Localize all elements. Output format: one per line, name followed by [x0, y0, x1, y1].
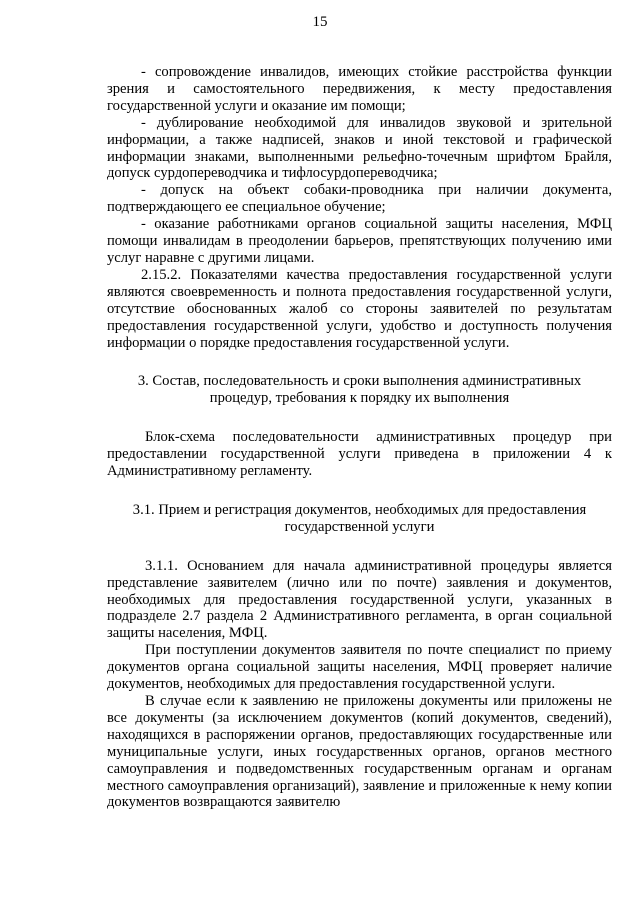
paragraph-quality-indicators: 2.15.2. Показателями качества предоставления государственной услуги являются своевременность и полнота предоставления государственной услуги, отсутствие обоснованных жалоб со стороны заявителей по результатам предоставления государственной услуги, удобство и доступность получения информации о порядке предоставления государственной услуги. — [107, 266, 612, 351]
section-heading: 3. Состав, последовательность и сроки выполнения административных процедур, требования к порядку их выполнения — [137, 373, 582, 407]
paragraph-mail-receipt: При поступлении документов заявителя по почте специалист по приему документов органа социальной защиты населения, МФЦ проверяет наличие документов, необходимых для предоставления государственной услуги. — [107, 642, 612, 693]
paragraph-accompaniment: - сопровождение инвалидов, имеющих стойкие расстройства функции зрения и самостоятельного передвижения, к месту предоставления государственной услуги и оказание им помощи; — [107, 64, 612, 114]
section-intro: Блок-схема последовательности административных процедур при предоставлении государственной услуги приведена в приложении 4 к Административному регламенту. — [107, 429, 612, 480]
paragraph-guide-dog: - допуск на объект собаки-проводника при наличии документа, подтверждающего ее специальное обучение; — [107, 182, 612, 216]
subsection-heading: 3.1. Прием и регистрация документов, необходимых для предоставления государственной услуги — [132, 501, 587, 535]
document-body — [107, 64, 612, 811]
paragraph-missing-documents: В случае если к заявлению не приложены документы или приложены не все документы (за исключением документов (копий документов, сведений), находящихся в распоряжении органов, предоставляющих государственные или муниципальные услуги, иных государственных органов, органов местного самоуправления и подведомственных государственным органам и органам местного самоуправления организаций), заявление и приложенные к нему копии документов возвращаются заявителю — [107, 693, 612, 811]
paragraph-duplication: - дублирование необходимой для инвалидов звуковой и зрительной информации, а также надписей, знаков и иной текстовой и графической информации знаками, выполненными рельефно-точечным шрифтом Брайля, допуск сурдопереводчика и тифлосурдопереводчика; — [107, 114, 612, 182]
page-number: 15 — [312, 14, 328, 30]
paragraph-assistance: - оказание работниками органов социальной защиты населения, МФЦ помощи инвалидам в преодолении барьеров, препятствующих получению ими услуг наравне с другими лицами. — [107, 216, 612, 266]
paragraph-basis: 3.1.1. Основанием для начала административной процедуры является представление заявителем (лично или по почте) заявления и документов, необходимых для предоставления государственной услуги, указанных в подразделе 2.7 раздела 2 Административного регламента, в орган социальной защиты населения, МФЦ. — [107, 557, 612, 642]
